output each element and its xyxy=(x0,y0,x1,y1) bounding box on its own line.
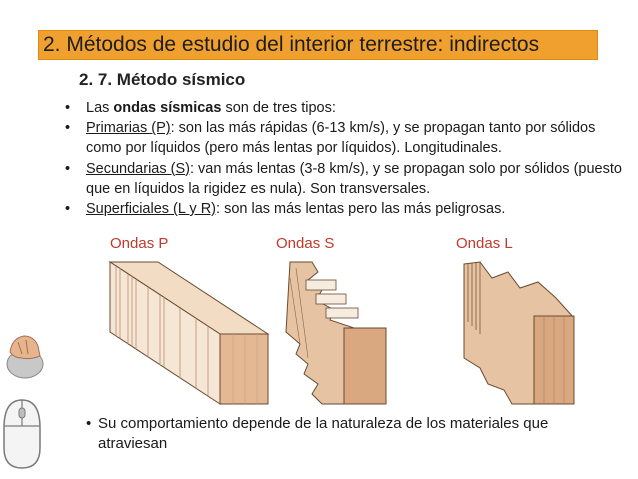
bullet-dot: • xyxy=(65,160,71,177)
p-wave-diagram xyxy=(108,258,273,408)
bullet-list xyxy=(62,98,622,219)
label-ondas-l: Ondas L xyxy=(456,235,513,252)
title-bar xyxy=(38,30,598,60)
bullet-secondary: • Secundarias (S): van más lentas (3-8 km/s), y se propagan solo por sólidos (puesto que en líquidos la rigidez es nula). Son transversales. xyxy=(65,160,622,197)
bullet-dot: • xyxy=(86,415,92,432)
bullet-dot: • xyxy=(65,201,71,218)
hand-mouse-icon xyxy=(0,330,50,382)
bullet-surface: • Superficiales (L y R): son las más lentas pero las más peligrosas. xyxy=(62,199,622,219)
bold-term: ondas sísmicas xyxy=(113,100,222,116)
link-secondary[interactable]: Secundarias (S) xyxy=(86,160,190,177)
bullet-wave-types: • Las ondas sísmicas son de tres tipos: xyxy=(62,98,622,118)
section-subtitle: 2. 7. Método sísmico xyxy=(79,70,246,89)
l-wave-diagram xyxy=(458,258,578,408)
s-wave-diagram xyxy=(282,258,392,408)
bullet-dot: • xyxy=(65,100,71,116)
footer-note xyxy=(80,414,600,454)
bullet-primary: • Primarias (P): son las más rápidas (6-13 km/s), y se propagan tanto por sólidos como por líquidos (pero más lentas por líquidos). Longitudinales. xyxy=(65,120,596,157)
link-surface[interactable]: Superficiales (L y R) xyxy=(86,201,217,218)
computer-mouse-icon xyxy=(0,398,44,470)
footer-text: Su comportamiento depende de la naturaleza de los materiales que atraviesan xyxy=(98,415,549,452)
link-primary[interactable]: Primarias (P) xyxy=(86,120,171,137)
slide-title: 2. Métodos de estudio del interior terrestre: indirectos xyxy=(43,33,540,56)
label-ondas-s: Ondas S xyxy=(276,235,335,252)
label-ondas-p: Ondas P xyxy=(110,235,169,252)
bullet-dot: • xyxy=(65,120,71,137)
